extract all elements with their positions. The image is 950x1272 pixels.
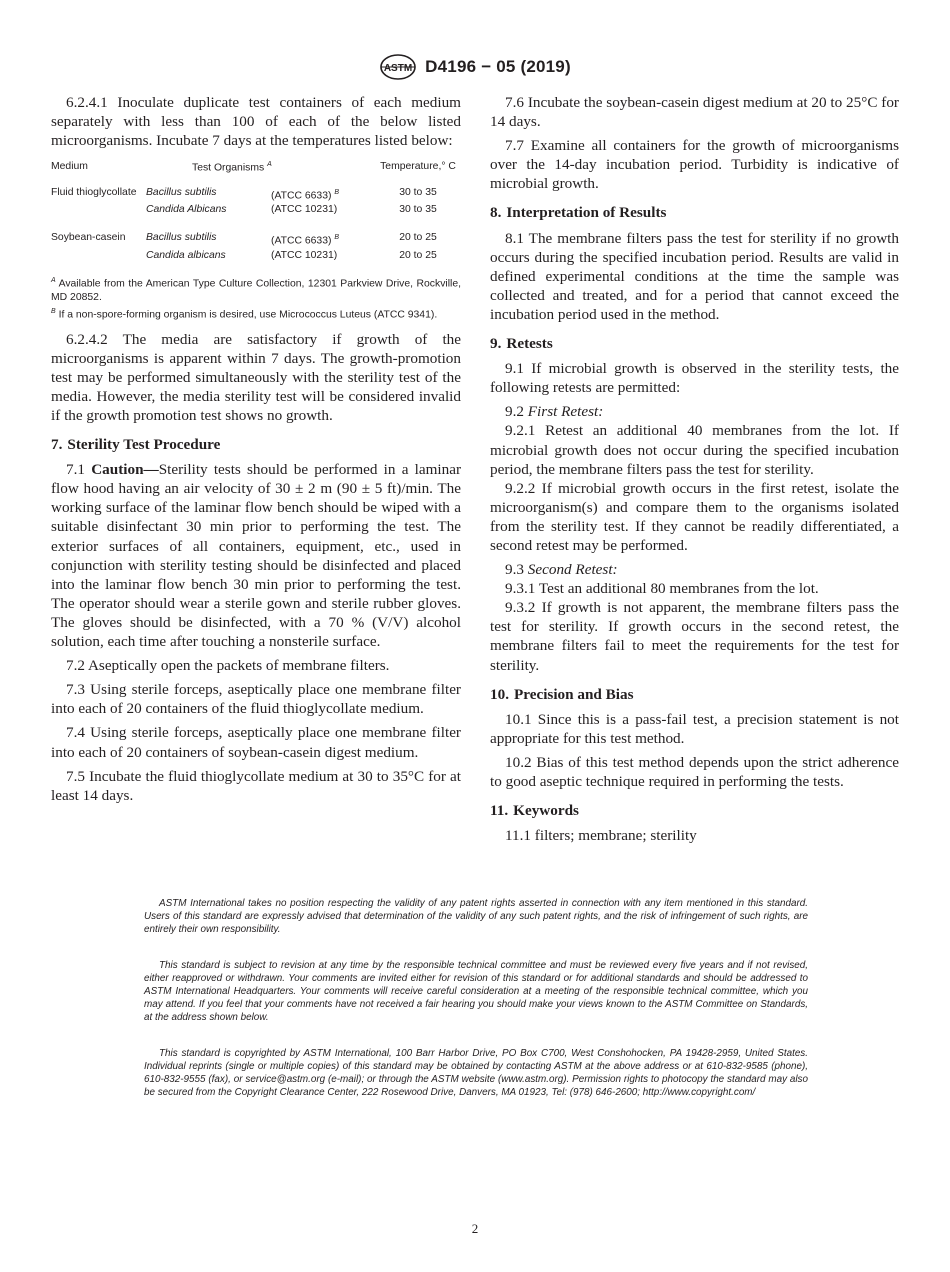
- cell-atcc: (ATCC 10231): [271, 249, 338, 261]
- para-7-1: 7.1 Caution—Sterility tests should be performed in a laminar flow hood having an air velocity of 30 ± 2 m (90 ± 5 ft)/min. The working surface of the laminar flow bench should be wiped with a suitable disinfectant 30 min prior to performing the test. The exterior surfaces of all containers, equipment, etc., used in conjunction with sterility testing should be disinfected and placed into the laminar flow bench 30 min prior to performing the test. The operator should wear a sterile gown and sterile rubber gloves. The gloves should be disinfected, with a 70 % (V/V) alcohol solution, each time after touching a nonsterile surface.: [51, 461, 462, 651]
- page-header: [0, 54, 950, 80]
- para-6-2-4-2: 6.2.4.2 The media are satisfactory if growth of the microorganisms is apparent within 7 days. The growth-promotion test may be performed simultaneously with the sterility test of the media. However, the media sterility test will be considered invalid if the growth promotion test shows no growth.: [51, 330, 461, 424]
- cell-temperature: 30 to 35: [399, 204, 437, 216]
- cell-temperature: 20 to 25: [399, 249, 437, 261]
- copyright-notice-text: This standard is copyrighted by ASTM International, 100 Barr Harbor Drive, PO Box C700, West Conshohocken, PA 19428-2959, United States. Individual reprints (single or multiple copies) of this standard may be obtained by contacting ASTM at the above address or at 610-832-9585 (phone), 610-832-9555 (fax), or service@astm.org (e-mail); or through the ASTM website (www.astm.org). Permission rights to photocopy the standard may also be secured from the Copyright Clearance Center, 222 Rosewood Drive, Danvers, MA 01923, Tel: (978) 646-2600; http://www.copyright.com/: [144, 1048, 808, 1098]
- para-7-6: 7.6 Incubate the soybean-casein digest medium at 20 to 25°C for 14 days.: [490, 94, 899, 131]
- cell-organism: Candida albicans: [146, 249, 226, 261]
- para-11-1: 11.1 filters; membrane; sterility: [505, 827, 697, 845]
- para-8-1: 8.1 The membrane filters pass the test for sterility if no growth occurs during the specified incubation period. Results are valid in defined experimental conditions at the time the sample was collected and treated, and for a period that cannot exceed the incubation period used in the method.: [490, 229, 899, 323]
- copyright-notice: [144, 1047, 808, 1099]
- cell-organism: Bacillus subtilis: [146, 186, 217, 198]
- document-designation: D4196 − 05 (2019): [425, 57, 571, 76]
- para-10-2: 10.2 Bias of this test method depends upon the strict adherence to good aseptic technique required in performing the tests.: [490, 753, 899, 790]
- table-row: [51, 186, 461, 203]
- para-9-3: 9.3 Second Retest:: [505, 561, 618, 579]
- header-medium: Medium: [51, 161, 88, 173]
- test-organisms-table: [51, 158, 461, 262]
- footnote-a: $^A$ Available from the American Type Culture Collection, 12301 Parkview Drive, Rockville, MD 20852.: [51, 276, 461, 304]
- cell-medium: [51, 203, 146, 217]
- cell-medium: [51, 249, 146, 263]
- para-9-3-2: 9.3.2 If growth is not apparent, the membrane filters pass the test for sterility. If growth occurs in the second retest, the membrane filters fail to meet the requirements for the test for sterility.: [490, 599, 899, 674]
- revision-notice: [144, 959, 808, 1024]
- astm-logo-icon: [379, 54, 417, 80]
- cell-atcc: (ATCC 6633) $^B$: [271, 188, 339, 202]
- para-9-1: 9.1 If microbial growth is observed in the sterility tests, the following retests are permitted:: [490, 360, 899, 397]
- section-8-heading: 8. Interpretation of Results: [490, 204, 667, 222]
- patent-notice-text: ASTM International takes no position respecting the validity of any patent rights asserted in connection with any item mentioned in this standard. Users of this standard are expressly advised that determination of the validity of any such patent rights, and the risk of infringement of such rights, are entirely their own responsibility.: [144, 898, 808, 935]
- para-9-2-2: 9.2.2 If microbial growth occurs in the first retest, isolate the microorganism(s) and compare them to the organisms isolated from the sterility test. If they cannot be readily differentiated, a second retest may be performed.: [490, 479, 899, 554]
- cell-organism: Candida Albicans: [146, 204, 227, 216]
- para-9-2: 9.2 First Retest:: [505, 403, 604, 421]
- table-header-row: [51, 158, 461, 185]
- svg-text:ASTM: ASTM: [384, 63, 413, 74]
- para-7-4: 7.4 Using sterile forceps, aseptically place one membrane filter into each of 20 containers of soybean-casein digest medium.: [51, 724, 461, 761]
- section-10-heading: 10. Precision and Bias: [490, 685, 634, 703]
- para-10-1: 10.1 Since this is a pass-fail test, a precision statement is not appropriate for this test method.: [490, 710, 899, 747]
- table-row: [51, 203, 461, 217]
- patent-notice: [144, 897, 808, 936]
- table-row: [51, 217, 461, 248]
- right-column: [490, 93, 899, 850]
- header-organisms: Test Organisms $^A$: [192, 161, 272, 174]
- cell-atcc: (ATCC 10231): [271, 204, 338, 216]
- para-7-2: 7.2 Aseptically open the packets of membrane filters.: [66, 657, 390, 675]
- footnote-b: $^B$ If a non-spore-forming organism is desired, use Micrococcus Luteus (ATCC 9341).: [51, 308, 438, 321]
- para-9-2-1: 9.2.1 Retest an additional 40 membranes from the lot. If microbial growth does not occur during the specified incubation period, the membrane filters pass the test for sterility.: [490, 422, 899, 478]
- para-6-2-4-1: 6.2.4.1 Inoculate duplicate test containers of each medium separately with less than 100 of each of the below listed microorganisms. Incubate 7 days at the temperatures listed below:: [51, 94, 461, 150]
- table-footnotes: [51, 274, 461, 323]
- cell-temperature: 30 to 35: [399, 186, 437, 198]
- para-7-5: 7.5 Incubate the fluid thioglycollate medium at 30 to 35°C for at least 14 days.: [51, 767, 461, 804]
- cell-atcc: (ATCC 6633) $^B$: [271, 234, 339, 247]
- cell-organism: Bacillus subtilis: [146, 232, 217, 244]
- cell-medium: Fluid thioglycollate: [51, 186, 137, 198]
- para-7-7: 7.7 Examine all containers for the growth of microorganisms over the 14-day incubation period. Turbidity is indicative of microbial growth.: [490, 137, 899, 193]
- cell-medium: Soybean-casein: [51, 232, 126, 244]
- table-row: [51, 249, 461, 263]
- left-column: [51, 93, 461, 810]
- revision-notice-text: This standard is subject to revision at any time by the responsible technical committee and must be reviewed every five years and if not revised, either reapproved or withdrawn. Your comments are invited either for revision of this standard or for additional standards and should be addressed to ASTM International Headquarters. Your comments will receive careful consideration at a meeting of the responsible technical committee, which you may attend. If you feel that your comments have not received a fair hearing you should make your views known to the ASTM Committee on Standards, at the address shown below.: [144, 960, 808, 1023]
- section-9-heading: 9. Retests: [490, 335, 553, 353]
- cell-temperature: 20 to 25: [399, 232, 437, 244]
- section-11-heading: 11. Keywords: [490, 802, 579, 820]
- para-9-3-1: 9.3.1 Test an additional 80 membranes from the lot.: [505, 580, 819, 598]
- para-7-3: 7.3 Using sterile forceps, aseptically place one membrane filter into each of 20 containers of the fluid thioglycollate medium.: [51, 681, 461, 718]
- page-number: 2: [471, 1221, 479, 1236]
- section-7-heading: 7. Sterility Test Procedure: [51, 436, 221, 454]
- header-temperature: Temperature,° C: [380, 161, 456, 173]
